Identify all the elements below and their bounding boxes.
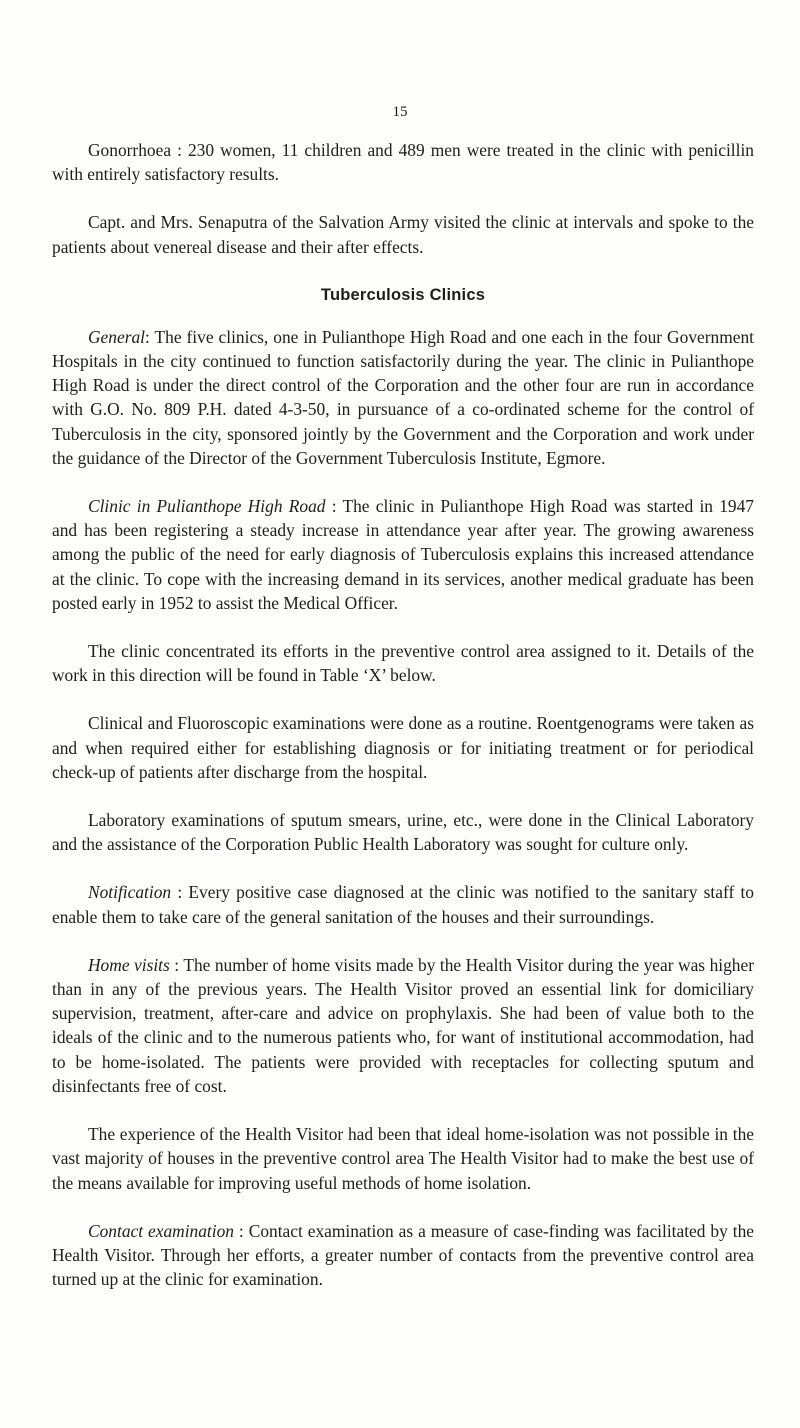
page-number: 15 — [392, 104, 408, 120]
lead-separator: : — [233, 1220, 249, 1241]
lead-separator: : — [169, 954, 184, 975]
paragraph-lead: Home visits — [88, 954, 170, 975]
paragraph-general — [52, 325, 754, 470]
paragraph-lead: Clinic in Pulianthope High Road — [88, 496, 326, 517]
lead-separator: : — [325, 496, 343, 517]
paragraph-laboratory: Laboratory examinations of sputum smears, urine, etc., were done in the Clinical Laboratory and the assistance of the Corporation Public Health Laboratory was sought for culture only. — [52, 810, 754, 855]
paragraph-contact-examination — [52, 1219, 754, 1292]
paragraph-text: Every positive case diagnosed at the clinic was notified to the sanitary staff to enable them to take care of the general sanitation of the houses and their surroundings. — [52, 882, 755, 927]
paragraph-lead: Notification — [88, 882, 172, 903]
paragraph-salvation-army: Capt. and Mrs. Senaputra of the Salvation Army visited the clinic at intervals and spoke to the patients about venereal disease and their after effects. — [52, 212, 754, 257]
paragraph-gonorrhoea: Gonorrhoea : 230 women, 11 children and 489 men were treated in the clinic with penicillin with entirely satisfactory results. — [52, 140, 754, 185]
paragraph-text: Contact examination as a measure of case-finding was facilitated by the Health Visitor. Through her efforts, a greater number of contacts from the preventive control area turned up at the clinic for examination. — [52, 1220, 755, 1290]
paragraph-clinical-examinations: Clinical and Fluoroscopic examinations were done as a routine. Roentgenograms were taken as and when required either for establishing diagnosis or for initiating treatment or for periodical check-up of patients after discharge from the hospital. — [52, 713, 754, 782]
paragraph-lead: General — [88, 326, 145, 347]
paragraph-text: The clinic in Pulianthope High Road was started in 1947 and has been registering a steady increase in attendance year after year. The growing awareness among the public of the need for early diagnosis of Tuberculosis explains this increased attendance at the clinic. To cope with the increasing demand in its services, another medical graduate has been posted early in 1952 to assist the Medical Officer. — [52, 496, 754, 613]
paragraph-clinic-pulianthope — [52, 494, 754, 615]
page-content — [52, 138, 754, 1315]
lead-separator: : — [145, 326, 155, 347]
paragraph-text: The five clinics, one in Pulianthope High Road and one each in the four Government Hospitals in the city continued to function satisfactorily during the year. The clinic in Pulianthope High Road is under the direct control of the Corporation and the other four are run in accordance with G.O. No. 809 P.H. dated 4-3-50, in pursuance of a co-ordinated scheme for the control of Tuberculosis in the city, sponsored jointly by the Government and the Corporation and work under the guidance of the Director of the Government Tuberculosis Institute, Egmore. — [52, 326, 754, 468]
lead-separator: : — [171, 882, 189, 903]
paragraph-preventive-control: The clinic concentrated its efforts in the preventive control area assigned to it. Details of the work in this direction will be found in Table ‘X’ below. — [52, 641, 754, 686]
paragraph-text: The number of home visits made by the Health Visitor during the year was higher than in any of the previous years. The Health Visitor proved an essential link for domiciliary supervision, treatment, after-care and advice on prophylaxis. She had been of value both to the ideals of the clinic and to the numerous patients who, for want of institutional accommodation, had to be home-isolated. The patients were provided with receptacles for collecting sputum and disinfectants free of cost. — [52, 954, 755, 1096]
paragraph-notification — [52, 880, 754, 928]
section-heading: Tuberculosis Clinics — [320, 285, 486, 304]
paragraph-lead: Contact examination — [88, 1220, 234, 1241]
paragraph-home-visits — [52, 953, 754, 1098]
paragraph-home-isolation: The experience of the Health Visitor had been that ideal home-isolation was not possible in the vast majority of houses in the preventive control area The Health Visitor had to make the best use of the means available for improving useful methods of home isolation. — [52, 1124, 754, 1193]
